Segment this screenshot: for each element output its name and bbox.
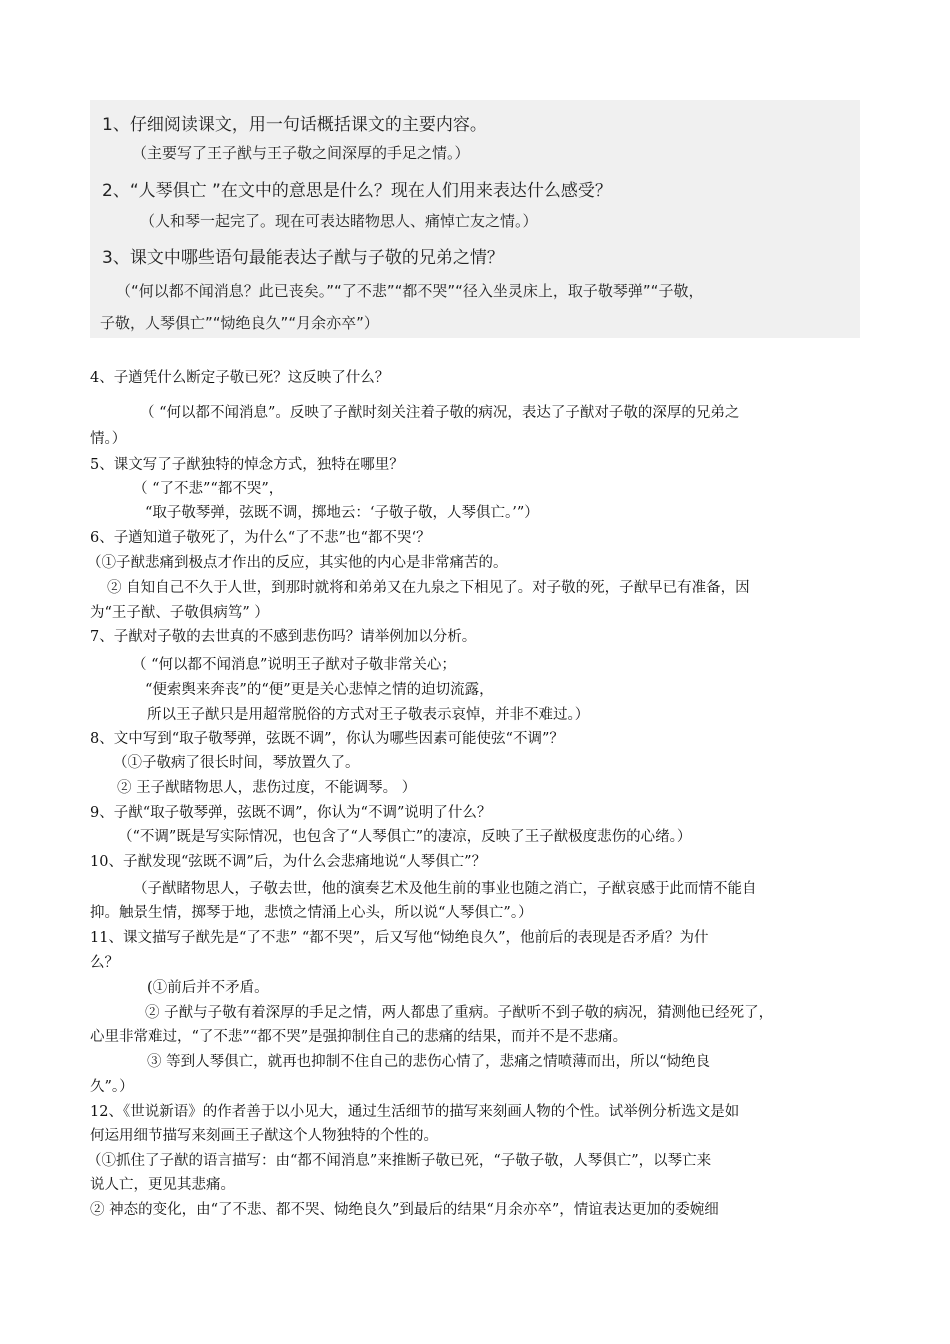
text-line: 5、课文写了子猷独特的悼念方式，独特在哪里？ [90,457,404,473]
answer-1: （主要写了王子猷与王子敬之间深厚的手足之情。） [132,144,470,162]
text-line: (①前后并不矛盾。 [147,980,269,996]
text-line: 心里非常难过，“了不悲”“都不哭”是强抑制住自己的悲痛的结果，而并不是不悲痛。 [90,1029,628,1045]
text-line: 何运用细节描写来刻画王子猷这个人物独特的个性的。 [90,1128,438,1144]
text-line: 7、子猷对子敬的去世真的不感到悲伤吗？请举例加以分析。 [90,629,477,645]
text-line: “便索舆来奔丧”的“便”更是关心悲悼之情的迫切流露， [145,682,494,698]
text-line: （“不调”既是写实际情况，也包含了“人琴俱亡”的凄凉，反映了王子猷极度悲伤的心绪。） [118,829,692,845]
question-3: 3、课文中哪些语句最能表达子猷与子敬的兄弟之情？ [102,248,504,268]
text-line: ② 王子猷睹物思人，悲伤过度，不能调琴。 ） [117,780,417,796]
text-line: ③ 等到人琴俱亡，就再也抑制不住自己的悲伤心情了，悲痛之情喷薄而出，所以“恸绝良 [147,1054,711,1070]
text-line: 抑。触景生情，掷琴于地，悲愤之情涌上心头，所以说“人琴俱亡”。） [90,905,533,921]
text-line: 12、《世说新语》的作者善于以小见大，通过生活细节的描写来刻画人物的个性。试举例分析选文是如 [90,1104,740,1120]
text-line: 说人亡，更见其悲痛。 [90,1177,235,1193]
text-line: （ “何以都不闻消息”说明王子猷对子敬非常关心； [132,657,456,673]
text-line: （ “了不悲”“都不哭”， [133,481,284,497]
text-line: （ “何以都不闻消息”。反映了子猷时刻关注着子敬的病况，表达了子猷对子敬的深厚的兄弟之 [140,405,740,421]
text-line: （①子猷悲痛到极点才作出的反应，其实他的内心是非常痛苦的。 [87,555,508,571]
text-line: 4、子遒凭什么断定子敬已死？这反映了什么？ [90,370,390,386]
text-line: 10、子猷发现“弦既不调”后，为什么会悲痛地说“人琴俱亡”？ [90,854,487,870]
text-line: 所以王子猷只是用超常脱俗的方式对王子敬表示哀悼，并非不难过。） [147,707,590,723]
text-line: ② 自知自己不久于人世，到那时就将和弟弟又在九泉之下相见了。对子敬的死，子猷早已有准备，因 [107,580,750,596]
text-line: ② 神态的变化，由“了不悲、都不哭、恸绝良久”到最后的结果“月余亦卒”，情谊表达更加的委婉细 [90,1202,719,1218]
text-line: 为“王子猷、子敬俱病笃” ） [90,605,269,621]
answer-3-line-1: （“何以都不闻消息？此已丧矣。”“了不悲”“都不哭”“径入坐灵床上，取子敬琴弹”“子敬， [116,282,704,300]
text-line: （子猷睹物思人，子敬去世，他的演奏艺术及他生前的事业也随之消亡，子猷哀感于此而情不能自 [133,881,757,897]
text-line: 久”。） [90,1079,134,1095]
text-line: 么？ [90,955,119,971]
answer-3-line-2: 子敬，人琴俱亡”“恸绝良久”“月余亦卒”） [100,314,379,332]
text-line: 6、子遒知道子敬死了，为什么“了不悲”也“都不哭‘？ [90,530,431,546]
question-2: 2、“人琴俱亡 ”在文中的意思是什么？现在人们用来表达什么感受？ [102,181,612,201]
text-line: （①子敬病了很长时间，琴放置久了。 [113,755,360,771]
answer-2: （人和琴一起完了。现在可表达睹物思人、痛悼亡友之情。） [140,212,538,230]
text-line: 情。） [90,431,127,447]
text-line: ② 子猷与子敬有着深厚的手足之情，两人都患了重病。子猷听不到子敬的病况，猜测他已经死了， [145,1005,774,1021]
text-line: 11、课文描写子猷先是“了不悲” “都不哭”，后又写他“恸绝良久”，他前后的表现是否矛盾？为什 [90,930,709,946]
text-line: “取子敬琴弹，弦既不调，掷地云：‘子敬子敬，人琴俱亡。’”） [145,505,539,521]
question-1: 1、仔细阅读课文，用一句话概括课文的主要内容。 [102,115,487,135]
text-line: 9、子猷“取子敬琴弹，弦既不调”，你认为“不调”说明了什么？ [90,805,492,821]
text-line: 8、文中写到“取子敬琴弹，弦既不调”，你认为哪些因素可能使弦“不调”？ [90,731,564,747]
highlighted-qa-box [90,100,860,338]
text-line: （①抓住了子猷的语言描写：由“都不闻消息”来推断子敬已死，“子敬子敬，人琴俱亡”，以琴亡来 [87,1153,712,1169]
